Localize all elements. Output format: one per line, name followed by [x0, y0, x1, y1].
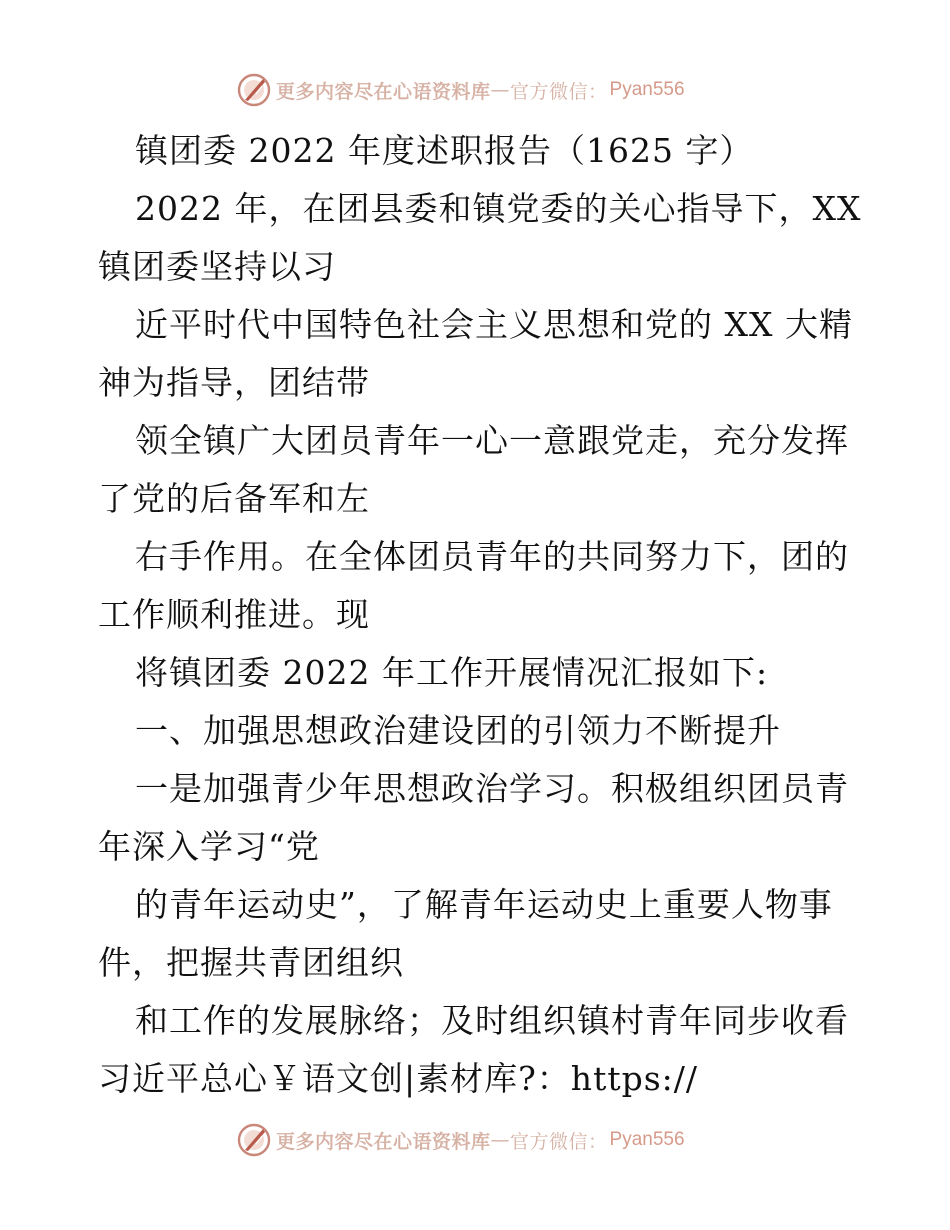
paragraph-line: 习近平总心￥语文创|素材库?：https:// — [98, 1059, 699, 1098]
header-watermark — [236, 70, 685, 110]
paragraph-line: 镇团委坚持以习 — [98, 247, 336, 286]
paragraph-line: 的青年运动史”，了解青年运动史上重要人物事 — [135, 885, 833, 924]
quill-circle-logo-icon — [236, 72, 272, 108]
paragraph-line: 件，把握共青团组织 — [98, 943, 404, 982]
document-title: 镇团委 2022 年度述职报告（1625 字） — [135, 131, 754, 170]
paragraph-line: 近平时代中国特色社会主义思想和党的 XX 大精 — [135, 305, 853, 344]
paragraph-line: 一是加强青少年思想政治学习。积极组织团员青 — [135, 769, 849, 808]
watermark-account: Pyan556 — [609, 79, 685, 100]
section-heading: 一、加强思想政治建设团的引领力不断提升 — [135, 711, 781, 750]
footer-watermark — [236, 1120, 685, 1160]
watermark-wechat-label: 官方微信： — [510, 80, 608, 103]
paragraph-line: 2022 年，在团县委和镇党委的关心指导下，XX — [135, 189, 862, 228]
document-body — [98, 122, 862, 1108]
paragraph-line: 将镇团委 2022 年工作开展情况汇报如下: — [135, 653, 769, 692]
watermark-text: 更多内容尽在心语资料库 — [276, 80, 491, 103]
quill-circle-logo-icon — [236, 1122, 272, 1158]
watermark-account: Pyan556 — [609, 1129, 685, 1150]
watermark-separator: — — [490, 79, 511, 101]
paragraph-line: 右手作用。在全体团员青年的共同努力下，团的 — [135, 537, 849, 576]
paragraph-line: 领全镇广大团员青年一心一意跟党走，充分发挥 — [135, 421, 849, 460]
paragraph-line: 工作顺利推进。现 — [98, 595, 370, 634]
watermark-separator: — — [490, 1129, 511, 1151]
watermark-text: 更多内容尽在心语资料库 — [276, 1130, 491, 1153]
paragraph-line: 神为指导，团结带 — [98, 363, 370, 402]
paragraph-line: 年深入学习“党 — [98, 827, 320, 866]
paragraph-line: 和工作的发展脉络；及时组织镇村青年同步收看 — [135, 1001, 849, 1040]
paragraph-line: 了党的后备军和左 — [98, 479, 370, 518]
watermark-wechat-label: 官方微信： — [510, 1130, 608, 1153]
